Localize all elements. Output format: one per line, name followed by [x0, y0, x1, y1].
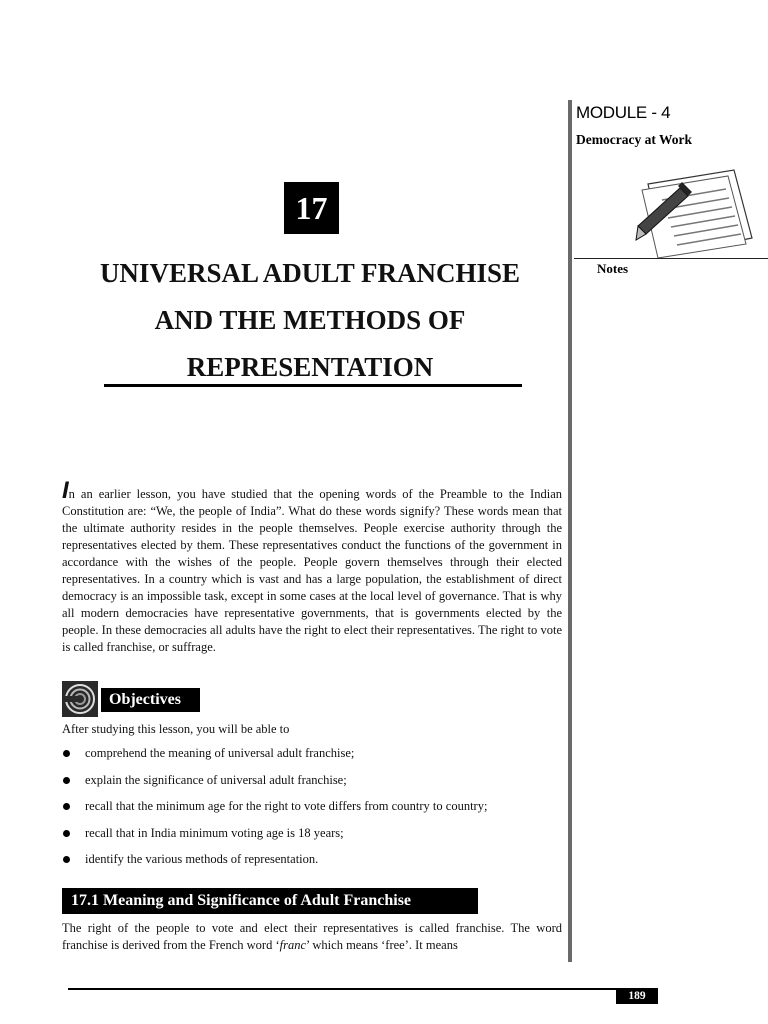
module-title: MODULE - 4	[576, 103, 671, 122]
list-item	[62, 852, 562, 879]
sidebar-divider	[568, 100, 572, 962]
chapter-title-line-1: UNIVERSAL ADULT FRANCHISE	[99, 258, 521, 288]
notepad-pencil-icon	[602, 166, 754, 258]
footer-divider	[68, 988, 658, 990]
page-number: 189	[616, 988, 658, 1004]
intro-paragraph	[62, 477, 562, 656]
section-paragraph	[62, 920, 562, 954]
list-item	[62, 826, 562, 853]
objectives-lead: After studying this lesson, you will be able to	[62, 722, 290, 736]
bullet-icon	[63, 856, 70, 863]
title-underline	[104, 384, 522, 387]
objective-text: explain the significance of universal adult franchise;	[85, 772, 347, 787]
chapter-title-line-3: REPRESENTATION	[186, 352, 434, 382]
bullet-icon	[63, 830, 70, 837]
bullet-icon	[63, 803, 70, 810]
notes-label: Notes	[597, 261, 629, 276]
section-text-before: The right of the people to vote and elect their representatives is called franchise. The word franchise is derived from the French word ‘	[62, 921, 562, 952]
objectives-target-icon	[62, 681, 98, 717]
objective-text: recall that the minimum age for the right to vote differs from country to country;	[85, 799, 488, 813]
module-subtitle: Democracy at Work	[576, 132, 692, 147]
section-heading: 17.1 Meaning and Significance of Adult Franchise	[62, 888, 478, 914]
objective-text: identify the various methods of representation.	[85, 852, 319, 866]
list-item	[62, 773, 562, 800]
chapter-title	[50, 250, 570, 391]
chapter-number: 17	[284, 182, 339, 234]
objectives-heading: Objectives	[101, 688, 200, 712]
bullet-icon	[63, 777, 70, 784]
notes-divider	[574, 258, 768, 259]
chapter-title-line-2: AND THE METHODS OF	[154, 305, 466, 335]
drop-cap: I	[62, 477, 69, 504]
section-text-after: ’ which means ‘free’. It means	[306, 938, 458, 952]
intro-text: n an earlier lesson, you have studied that the opening words of the Preamble to the Indian Constitution are: “We, the people of India”. What do these words signify? These words mean that the ultimate authority resides in the people themselves. People exercise authority through the representatives elected by them. These representatives conduct the functions of the government in accordance with the wishes of the people. People govern themselves through their elected representatives. In a country which is vast and has a large population, the establishment of direct democracy is an impossible task, except in some cases at the local level of governance. That is why all modern democracies have representative governments, that is governments elected by the people. In these democracies all adults have the right to elect their representatives. The right to vote is called franchise, or suffrage.	[62, 487, 562, 654]
objective-text: comprehend the meaning of universal adult franchise;	[85, 746, 355, 760]
objective-text: recall that in India minimum voting age is 18 years;	[85, 825, 344, 840]
objectives-list	[62, 746, 562, 879]
section-text-emphasis: franc	[279, 938, 307, 952]
list-item	[62, 799, 562, 826]
list-item	[62, 746, 562, 773]
bullet-icon	[63, 750, 70, 757]
